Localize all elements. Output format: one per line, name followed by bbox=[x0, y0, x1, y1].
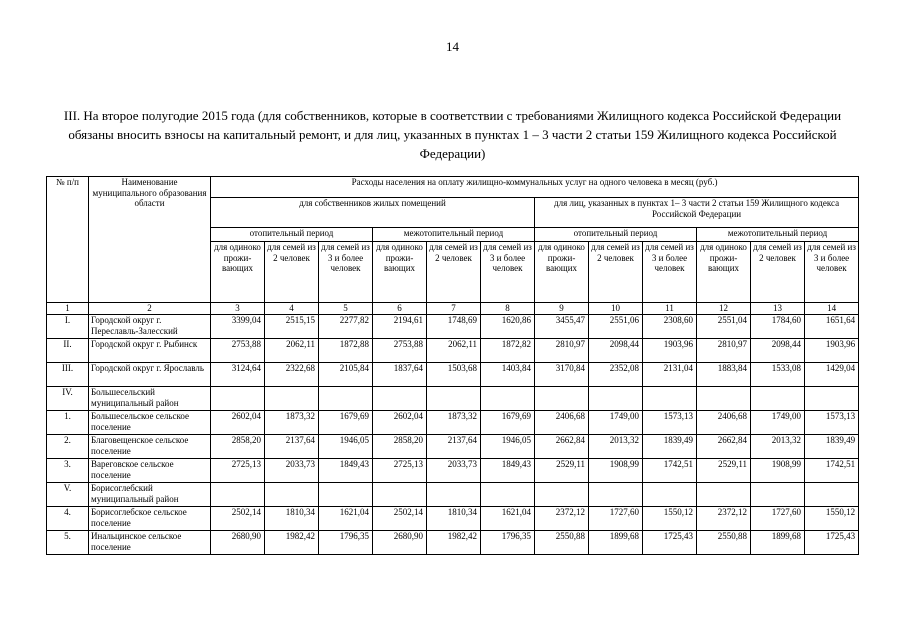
value-cell: 1903,96 bbox=[643, 339, 697, 363]
table-row bbox=[47, 339, 859, 363]
value-cell: 3399,04 bbox=[211, 315, 265, 339]
value-cell: 3455,47 bbox=[535, 315, 589, 339]
value-cell: 2662,84 bbox=[697, 435, 751, 459]
value-cell bbox=[697, 483, 751, 507]
value-cell: 1982,42 bbox=[265, 531, 319, 555]
column-number: 3 bbox=[211, 303, 265, 315]
value-cell: 1621,04 bbox=[319, 507, 373, 531]
value-cell: 2810,97 bbox=[697, 339, 751, 363]
row-number: IV. bbox=[47, 387, 89, 411]
row-name: Борисоглебское сельское поселение bbox=[89, 507, 211, 531]
value-cell: 2137,64 bbox=[427, 435, 481, 459]
value-cell: 2662,84 bbox=[535, 435, 589, 459]
value-cell: 2352,08 bbox=[589, 363, 643, 387]
value-cell: 2602,04 bbox=[211, 411, 265, 435]
row-name: Инальцинское сельское поселение bbox=[89, 531, 211, 555]
value-cell: 1749,00 bbox=[589, 411, 643, 435]
row-number: 3. bbox=[47, 459, 89, 483]
row-name: Большесельский муниципальный район bbox=[89, 387, 211, 411]
value-cell: 3124,64 bbox=[211, 363, 265, 387]
value-cell: 2372,12 bbox=[697, 507, 751, 531]
value-cell: 1908,99 bbox=[589, 459, 643, 483]
value-cell: 1742,51 bbox=[805, 459, 859, 483]
value-cell: 1849,43 bbox=[319, 459, 373, 483]
value-cell: 2013,32 bbox=[589, 435, 643, 459]
value-cell bbox=[319, 483, 373, 507]
row-number: V. bbox=[47, 483, 89, 507]
value-cell bbox=[427, 387, 481, 411]
value-cell: 2013,32 bbox=[751, 435, 805, 459]
table-row bbox=[47, 411, 859, 435]
sub-header-family3: для семей из 3 и более человек bbox=[643, 242, 697, 303]
header-persons: для лиц, указанных в пунктах 1– 3 части 2 статьи 159 Жилищного кодекса Российской Федерации bbox=[535, 198, 859, 228]
sub-header-family3: для семей из 3 и более человек bbox=[319, 242, 373, 303]
value-cell: 2131,04 bbox=[643, 363, 697, 387]
value-cell: 1725,43 bbox=[805, 531, 859, 555]
value-cell: 2308,60 bbox=[643, 315, 697, 339]
value-cell: 1429,04 bbox=[805, 363, 859, 387]
value-cell: 2725,13 bbox=[211, 459, 265, 483]
column-number: 12 bbox=[697, 303, 751, 315]
column-number: 5 bbox=[319, 303, 373, 315]
value-cell: 2372,12 bbox=[535, 507, 589, 531]
sub-header-family2: для семей из 2 человек bbox=[265, 242, 319, 303]
value-cell: 1839,49 bbox=[805, 435, 859, 459]
row-name: Большесельское сельское поселение bbox=[89, 411, 211, 435]
value-cell: 1679,69 bbox=[481, 411, 535, 435]
value-cell: 2322,68 bbox=[265, 363, 319, 387]
value-cell bbox=[211, 483, 265, 507]
value-cell: 1533,08 bbox=[751, 363, 805, 387]
value-cell: 2551,04 bbox=[697, 315, 751, 339]
value-cell: 2502,14 bbox=[211, 507, 265, 531]
sub-header-family3: для семей из 3 и более человек bbox=[481, 242, 535, 303]
value-cell: 2810,97 bbox=[535, 339, 589, 363]
row-name: Городской округ г. Ярославль bbox=[89, 363, 211, 387]
value-cell: 2406,68 bbox=[697, 411, 751, 435]
value-cell bbox=[697, 387, 751, 411]
value-cell: 1727,60 bbox=[589, 507, 643, 531]
column-number: 13 bbox=[751, 303, 805, 315]
page-number: 14 bbox=[446, 39, 459, 54]
value-cell: 2602,04 bbox=[373, 411, 427, 435]
value-cell: 2515,15 bbox=[265, 315, 319, 339]
value-cell: 2551,06 bbox=[589, 315, 643, 339]
table-row bbox=[47, 387, 859, 411]
value-cell bbox=[481, 387, 535, 411]
value-cell bbox=[373, 387, 427, 411]
value-cell: 1727,60 bbox=[751, 507, 805, 531]
value-cell: 1873,32 bbox=[427, 411, 481, 435]
row-number: 4. bbox=[47, 507, 89, 531]
row-name: Борисоглебский муниципальный район bbox=[89, 483, 211, 507]
value-cell bbox=[805, 483, 859, 507]
value-cell: 1849,43 bbox=[481, 459, 535, 483]
value-cell: 1550,12 bbox=[643, 507, 697, 531]
column-number: 6 bbox=[373, 303, 427, 315]
value-cell: 1503,68 bbox=[427, 363, 481, 387]
value-cell: 1784,60 bbox=[751, 315, 805, 339]
value-cell: 1873,32 bbox=[265, 411, 319, 435]
expenses-table bbox=[46, 176, 859, 555]
header-owners-nonheating: межотопительный период bbox=[373, 228, 535, 242]
table-row bbox=[47, 531, 859, 555]
value-cell: 2098,44 bbox=[751, 339, 805, 363]
row-number: 5. bbox=[47, 531, 89, 555]
value-cell: 1946,05 bbox=[319, 435, 373, 459]
value-cell: 2062,11 bbox=[265, 339, 319, 363]
value-cell: 2725,13 bbox=[373, 459, 427, 483]
value-cell bbox=[535, 483, 589, 507]
value-cell bbox=[751, 483, 805, 507]
value-cell bbox=[751, 387, 805, 411]
row-number: III. bbox=[47, 363, 89, 387]
value-cell: 1742,51 bbox=[643, 459, 697, 483]
column-number: 8 bbox=[481, 303, 535, 315]
value-cell: 1620,86 bbox=[481, 315, 535, 339]
value-cell bbox=[589, 483, 643, 507]
value-cell: 1621,04 bbox=[481, 507, 535, 531]
value-cell bbox=[211, 387, 265, 411]
value-cell: 2277,82 bbox=[319, 315, 373, 339]
value-cell bbox=[643, 483, 697, 507]
value-cell: 2550,88 bbox=[697, 531, 751, 555]
column-number: 7 bbox=[427, 303, 481, 315]
table-row bbox=[47, 363, 859, 387]
value-cell bbox=[805, 387, 859, 411]
column-number: 4 bbox=[265, 303, 319, 315]
value-cell: 2194,61 bbox=[373, 315, 427, 339]
table-row bbox=[47, 507, 859, 531]
value-cell bbox=[643, 387, 697, 411]
column-number: 2 bbox=[89, 303, 211, 315]
value-cell: 1872,88 bbox=[319, 339, 373, 363]
value-cell: 1573,13 bbox=[805, 411, 859, 435]
value-cell: 2680,90 bbox=[373, 531, 427, 555]
header-owners-heating: отопительный период bbox=[211, 228, 373, 242]
section-heading: III. На второе полугодие 2015 года (для собственников, которые в соответствии с требованиями Жилищного кодекса Российской Федерации обязаны вносить взносы на капитальный ремонт, и для лиц, указанных в пунктах 1 – 3 части 2 статьи 159 Жилищного кодекса Российской Федерации) bbox=[63, 108, 842, 161]
value-cell: 2105,84 bbox=[319, 363, 373, 387]
value-cell: 1796,35 bbox=[481, 531, 535, 555]
value-cell bbox=[373, 483, 427, 507]
column-number: 11 bbox=[643, 303, 697, 315]
value-cell: 2858,20 bbox=[373, 435, 427, 459]
value-cell: 1837,64 bbox=[373, 363, 427, 387]
value-cell: 1749,00 bbox=[751, 411, 805, 435]
value-cell bbox=[265, 387, 319, 411]
column-number: 14 bbox=[805, 303, 859, 315]
value-cell: 1899,68 bbox=[751, 531, 805, 555]
row-number: II. bbox=[47, 339, 89, 363]
value-cell: 1899,68 bbox=[589, 531, 643, 555]
header-persons-nonheating: межотопительный период bbox=[697, 228, 859, 242]
column-number: 10 bbox=[589, 303, 643, 315]
header-persons-heating: отопительный период bbox=[535, 228, 697, 242]
value-cell: 1810,34 bbox=[427, 507, 481, 531]
value-cell: 1725,43 bbox=[643, 531, 697, 555]
value-cell: 2858,20 bbox=[211, 435, 265, 459]
value-cell: 1679,69 bbox=[319, 411, 373, 435]
row-name: Городской округ г. Рыбинск bbox=[89, 339, 211, 363]
value-cell: 1403,84 bbox=[481, 363, 535, 387]
value-cell: 2753,88 bbox=[373, 339, 427, 363]
table-row bbox=[47, 435, 859, 459]
value-cell: 1946,05 bbox=[481, 435, 535, 459]
row-name: Городской округ г. Переславль-Залесский bbox=[89, 315, 211, 339]
table-row bbox=[47, 315, 859, 339]
sub-header-family2: для семей из 2 человек bbox=[427, 242, 481, 303]
table-row bbox=[47, 483, 859, 507]
value-cell: 2529,11 bbox=[697, 459, 751, 483]
value-cell: 2062,11 bbox=[427, 339, 481, 363]
column-number: 9 bbox=[535, 303, 589, 315]
sub-header-family2: для семей из 2 человек bbox=[589, 242, 643, 303]
value-cell: 1903,96 bbox=[805, 339, 859, 363]
row-number: 1. bbox=[47, 411, 89, 435]
row-name: Благовещенское сельское поселение bbox=[89, 435, 211, 459]
value-cell: 1651,64 bbox=[805, 315, 859, 339]
row-number: I. bbox=[47, 315, 89, 339]
value-cell: 1839,49 bbox=[643, 435, 697, 459]
value-cell: 2680,90 bbox=[211, 531, 265, 555]
sub-header-single: для одиноко прожи-вающих bbox=[373, 242, 427, 303]
sub-header-family2: для семей из 2 человек bbox=[751, 242, 805, 303]
value-cell: 1573,13 bbox=[643, 411, 697, 435]
value-cell: 2529,11 bbox=[535, 459, 589, 483]
header-owners: для собственников жилых помещений bbox=[211, 198, 535, 228]
value-cell: 1908,99 bbox=[751, 459, 805, 483]
value-cell bbox=[319, 387, 373, 411]
value-cell: 1810,34 bbox=[265, 507, 319, 531]
value-cell: 1982,42 bbox=[427, 531, 481, 555]
header-name: Наименование муниципального образования области bbox=[89, 177, 211, 303]
value-cell: 2033,73 bbox=[265, 459, 319, 483]
value-cell: 2550,88 bbox=[535, 531, 589, 555]
sub-header-single: для одиноко прожи-вающих bbox=[697, 242, 751, 303]
table-row bbox=[47, 459, 859, 483]
column-number: 1 bbox=[47, 303, 89, 315]
row-name: Вареговское сельское поселение bbox=[89, 459, 211, 483]
value-cell bbox=[589, 387, 643, 411]
value-cell: 1748,69 bbox=[427, 315, 481, 339]
value-cell: 2502,14 bbox=[373, 507, 427, 531]
value-cell: 1883,84 bbox=[697, 363, 751, 387]
value-cell: 2098,44 bbox=[589, 339, 643, 363]
value-cell: 3170,84 bbox=[535, 363, 589, 387]
value-cell: 1796,35 bbox=[319, 531, 373, 555]
value-cell: 2033,73 bbox=[427, 459, 481, 483]
header-expenses: Расходы населения на оплату жилищно-коммунальных услуг на одного человека в месяц (руб.) bbox=[211, 177, 859, 198]
value-cell: 2753,88 bbox=[211, 339, 265, 363]
value-cell: 1550,12 bbox=[805, 507, 859, 531]
sub-header-single: для одиноко прожи-вающих bbox=[535, 242, 589, 303]
value-cell bbox=[481, 483, 535, 507]
sub-header-family3: для семей из 3 и более человек bbox=[805, 242, 859, 303]
sub-header-single: для одиноко прожи-вающих bbox=[211, 242, 265, 303]
header-num: № п/п bbox=[47, 177, 89, 303]
value-cell bbox=[535, 387, 589, 411]
value-cell: 1872,82 bbox=[481, 339, 535, 363]
value-cell bbox=[265, 483, 319, 507]
value-cell bbox=[427, 483, 481, 507]
row-number: 2. bbox=[47, 435, 89, 459]
value-cell: 2406,68 bbox=[535, 411, 589, 435]
value-cell: 2137,64 bbox=[265, 435, 319, 459]
column-number-row bbox=[47, 303, 859, 315]
